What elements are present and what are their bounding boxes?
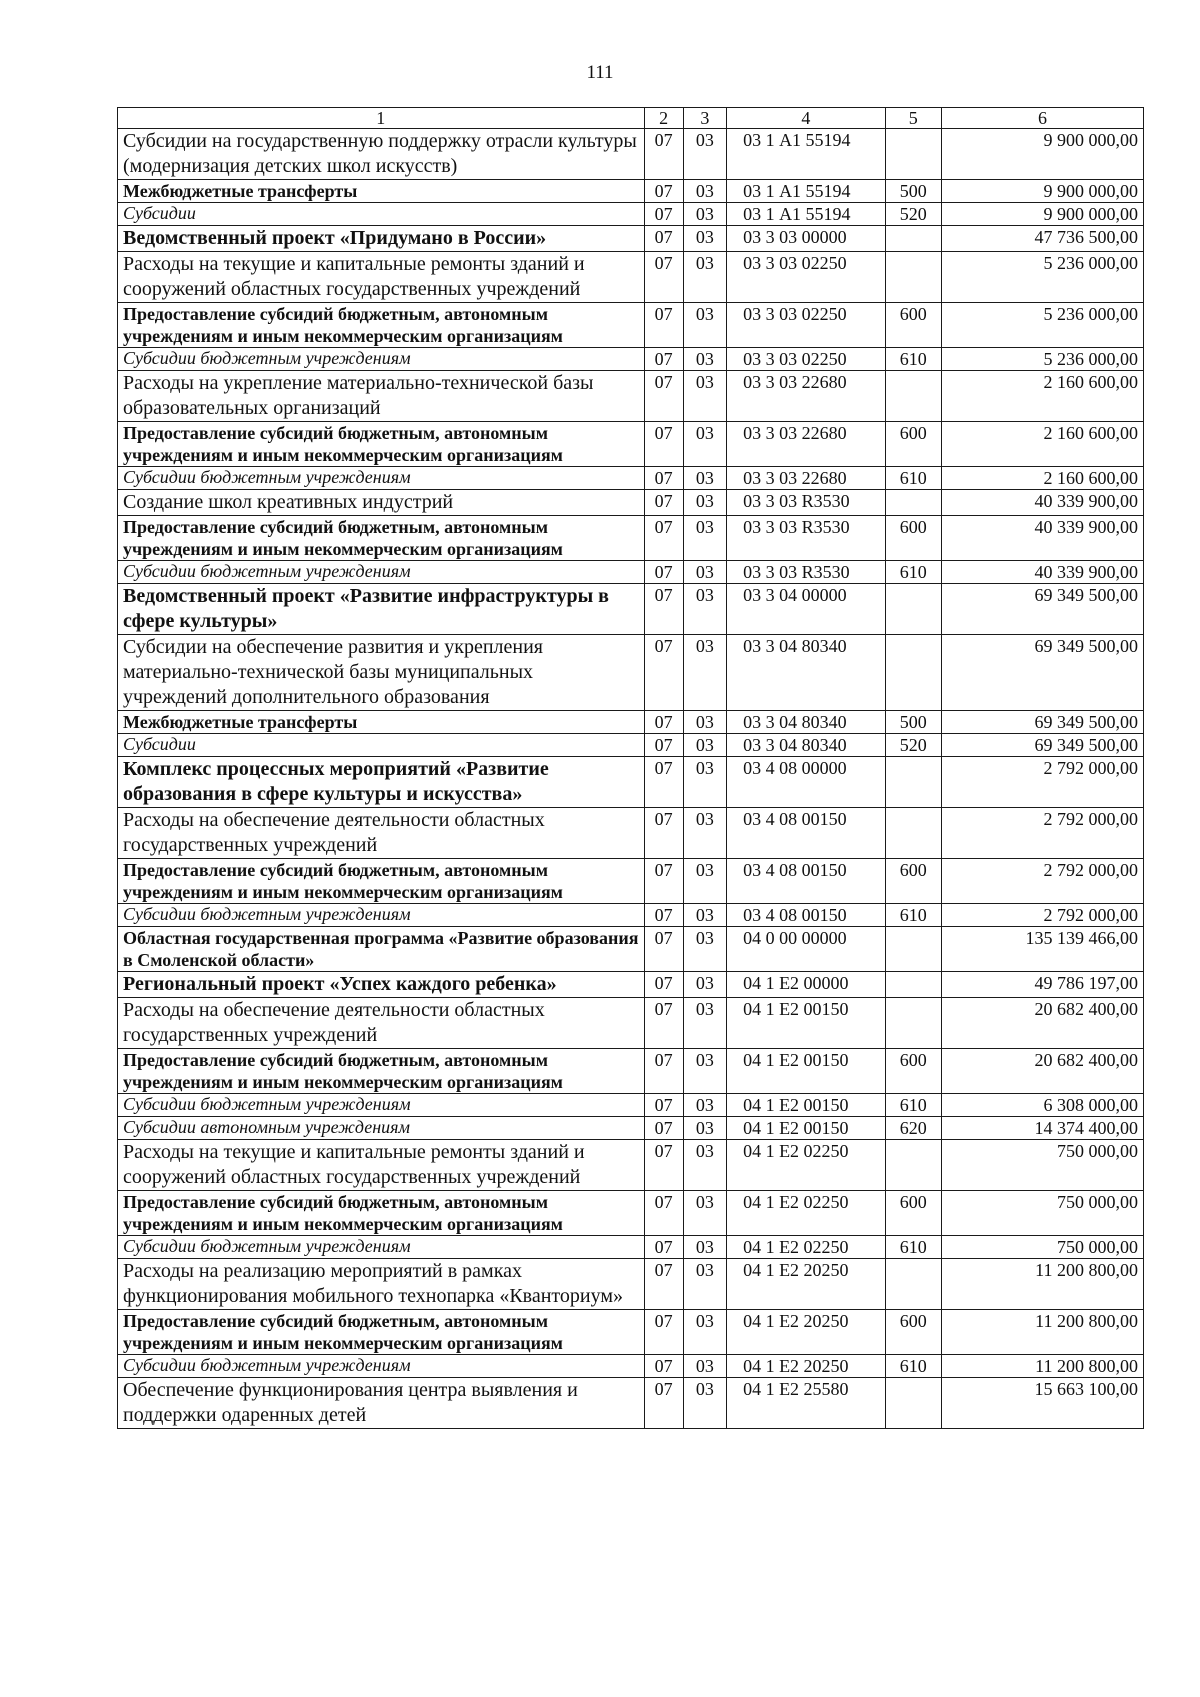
table-row: [118, 1355, 1144, 1378]
row-section-cell: 07: [644, 584, 683, 635]
row-amount-cell: 49 786 197,00: [942, 972, 1144, 998]
table-row: [118, 1117, 1144, 1140]
row-subsection-cell: 03: [683, 1049, 726, 1094]
row-amount-cell: 69 349 500,00: [942, 711, 1144, 734]
row-subsection-cell: 03: [683, 1094, 726, 1117]
row-subsection-cell: 03: [683, 757, 726, 808]
row-name-cell: Предоставление субсидий бюджетным, автономным учреждениям и иным некоммерческим организациям: [118, 1310, 645, 1355]
row-section-cell: 07: [644, 1310, 683, 1355]
row-name-cell: Субсидии: [118, 203, 645, 226]
row-subsection-cell: 03: [683, 859, 726, 904]
row-subsection-cell: 03: [683, 972, 726, 998]
table-row: [118, 734, 1144, 757]
row-target-code-cell: 04 1 Е2 25580: [727, 1378, 886, 1429]
row-subsection-cell: 03: [683, 348, 726, 371]
row-target-code-cell: 03 3 03 22680: [727, 371, 886, 422]
row-name-cell: Предоставление субсидий бюджетным, автономным учреждениям и иным некоммерческим организациям: [118, 859, 645, 904]
row-expense-type-cell: [885, 226, 941, 252]
row-target-code-cell: 04 0 00 00000: [727, 927, 886, 972]
row-section-cell: 07: [644, 490, 683, 516]
row-name-cell: Предоставление субсидий бюджетным, автономным учреждениям и иным некоммерческим организациям: [118, 1049, 645, 1094]
table-row: [118, 1310, 1144, 1355]
table-row: [118, 1049, 1144, 1094]
table-row: [118, 203, 1144, 226]
row-subsection-cell: 03: [683, 180, 726, 203]
row-amount-cell: 14 374 400,00: [942, 1117, 1144, 1140]
table-header-row: [118, 108, 1144, 129]
row-target-code-cell: 03 3 04 80340: [727, 734, 886, 757]
table-row: [118, 348, 1144, 371]
row-subsection-cell: 03: [683, 1355, 726, 1378]
row-subsection-cell: 03: [683, 303, 726, 348]
row-target-code-cell: 04 1 Е2 00000: [727, 972, 886, 998]
budget-table: [117, 107, 1144, 1429]
table-row: [118, 927, 1144, 972]
row-subsection-cell: 03: [683, 584, 726, 635]
row-subsection-cell: 03: [683, 467, 726, 490]
table-row: [118, 635, 1144, 711]
table-row: [118, 226, 1144, 252]
row-section-cell: 07: [644, 252, 683, 303]
row-name-cell: Областная государственная программа «Развитие образования в Смоленской области»: [118, 927, 645, 972]
row-subsection-cell: 03: [683, 1117, 726, 1140]
row-amount-cell: 750 000,00: [942, 1191, 1144, 1236]
row-target-code-cell: 04 1 Е2 02250: [727, 1140, 886, 1191]
row-name-cell: Создание школ креативных индустрий: [118, 490, 645, 516]
row-section-cell: 07: [644, 1094, 683, 1117]
row-name-cell: Субсидии бюджетным учреждениям: [118, 561, 645, 584]
table-row: [118, 859, 1144, 904]
row-amount-cell: 11 200 800,00: [942, 1310, 1144, 1355]
table-row: [118, 252, 1144, 303]
row-expense-type-cell: 500: [885, 180, 941, 203]
row-subsection-cell: 03: [683, 711, 726, 734]
row-target-code-cell: 04 1 Е2 00150: [727, 1117, 886, 1140]
row-target-code-cell: 03 3 03 R3530: [727, 490, 886, 516]
row-expense-type-cell: [885, 635, 941, 711]
row-target-code-cell: 03 3 03 02250: [727, 348, 886, 371]
row-section-cell: 07: [644, 1355, 683, 1378]
row-target-code-cell: 03 1 А1 55194: [727, 203, 886, 226]
row-expense-type-cell: [885, 808, 941, 859]
row-subsection-cell: 03: [683, 1140, 726, 1191]
row-amount-cell: 40 339 900,00: [942, 516, 1144, 561]
row-subsection-cell: 03: [683, 998, 726, 1049]
row-subsection-cell: 03: [683, 129, 726, 180]
row-target-code-cell: 03 1 А1 55194: [727, 129, 886, 180]
row-name-cell: Расходы на укрепление материально-технической базы образовательных организаций: [118, 371, 645, 422]
row-target-code-cell: 03 3 04 80340: [727, 635, 886, 711]
row-expense-type-cell: [885, 252, 941, 303]
row-name-cell: Субсидии бюджетным учреждениям: [118, 1236, 645, 1259]
row-amount-cell: 40 339 900,00: [942, 490, 1144, 516]
row-expense-type-cell: 610: [885, 904, 941, 927]
row-amount-cell: 2 792 000,00: [942, 757, 1144, 808]
row-amount-cell: 135 139 466,00: [942, 927, 1144, 972]
row-section-cell: 07: [644, 1259, 683, 1310]
row-name-cell: Субсидии бюджетным учреждениям: [118, 904, 645, 927]
row-subsection-cell: 03: [683, 808, 726, 859]
row-section-cell: 07: [644, 129, 683, 180]
row-expense-type-cell: [885, 129, 941, 180]
row-expense-type-cell: [885, 371, 941, 422]
row-target-code-cell: 03 3 03 02250: [727, 252, 886, 303]
row-section-cell: 07: [644, 348, 683, 371]
row-amount-cell: 15 663 100,00: [942, 1378, 1144, 1429]
row-subsection-cell: 03: [683, 734, 726, 757]
row-amount-cell: 2 160 600,00: [942, 371, 1144, 422]
row-name-cell: Межбюджетные трансферты: [118, 180, 645, 203]
row-section-cell: 07: [644, 561, 683, 584]
row-amount-cell: 69 349 500,00: [942, 584, 1144, 635]
row-amount-cell: 20 682 400,00: [942, 1049, 1144, 1094]
row-subsection-cell: 03: [683, 1378, 726, 1429]
row-amount-cell: 9 900 000,00: [942, 180, 1144, 203]
row-name-cell: Расходы на текущие и капитальные ремонты зданий и сооружений областных государственных учреждений: [118, 252, 645, 303]
row-expense-type-cell: [885, 972, 941, 998]
row-name-cell: Комплекс процессных мероприятий «Развитие образования в сфере культуры и искусства»: [118, 757, 645, 808]
header-col-4: 4: [727, 108, 886, 129]
row-target-code-cell: 04 1 Е2 20250: [727, 1259, 886, 1310]
row-section-cell: 07: [644, 972, 683, 998]
row-target-code-cell: 03 4 08 00150: [727, 859, 886, 904]
row-expense-type-cell: [885, 584, 941, 635]
row-name-cell: Субсидии: [118, 734, 645, 757]
row-section-cell: 07: [644, 1140, 683, 1191]
row-section-cell: 07: [644, 467, 683, 490]
row-amount-cell: 9 900 000,00: [942, 129, 1144, 180]
row-expense-type-cell: [885, 1140, 941, 1191]
row-section-cell: 07: [644, 757, 683, 808]
row-amount-cell: 9 900 000,00: [942, 203, 1144, 226]
row-amount-cell: 750 000,00: [942, 1140, 1144, 1191]
table-row: [118, 1236, 1144, 1259]
row-expense-type-cell: [885, 1259, 941, 1310]
table-row: [118, 998, 1144, 1049]
row-target-code-cell: 04 1 Е2 00150: [727, 1094, 886, 1117]
row-name-cell: Субсидии бюджетным учреждениям: [118, 1355, 645, 1378]
row-expense-type-cell: 600: [885, 422, 941, 467]
table-row: [118, 711, 1144, 734]
row-amount-cell: 5 236 000,00: [942, 348, 1144, 371]
row-section-cell: 07: [644, 180, 683, 203]
table-row: [118, 972, 1144, 998]
row-name-cell: Региональный проект «Успех каждого ребенка»: [118, 972, 645, 998]
row-name-cell: Расходы на обеспечение деятельности областных государственных учреждений: [118, 808, 645, 859]
row-target-code-cell: 04 1 Е2 00150: [727, 998, 886, 1049]
row-name-cell: Субсидии на государственную поддержку отрасли культуры (модернизация детских школ искусств): [118, 129, 645, 180]
row-section-cell: 07: [644, 1049, 683, 1094]
row-amount-cell: 2 792 000,00: [942, 859, 1144, 904]
row-name-cell: Предоставление субсидий бюджетным, автономным учреждениям и иным некоммерческим организациям: [118, 303, 645, 348]
table-row: [118, 808, 1144, 859]
row-subsection-cell: 03: [683, 252, 726, 303]
header-col-6: 6: [942, 108, 1144, 129]
row-subsection-cell: 03: [683, 904, 726, 927]
row-subsection-cell: 03: [683, 371, 726, 422]
row-target-code-cell: 03 3 03 22680: [727, 467, 886, 490]
row-section-cell: 07: [644, 711, 683, 734]
row-name-cell: Субсидии бюджетным учреждениям: [118, 467, 645, 490]
table-row: [118, 129, 1144, 180]
row-amount-cell: 20 682 400,00: [942, 998, 1144, 1049]
table-row: [118, 371, 1144, 422]
table-row: [118, 490, 1144, 516]
table-row: [118, 1094, 1144, 1117]
table-row: [118, 1191, 1144, 1236]
row-target-code-cell: 04 1 Е2 20250: [727, 1355, 886, 1378]
row-expense-type-cell: 520: [885, 203, 941, 226]
row-target-code-cell: 04 1 Е2 00150: [727, 1049, 886, 1094]
row-target-code-cell: 03 3 04 80340: [727, 711, 886, 734]
table-row: [118, 561, 1144, 584]
row-name-cell: Предоставление субсидий бюджетным, автономным учреждениям и иным некоммерческим организациям: [118, 516, 645, 561]
row-amount-cell: 2 792 000,00: [942, 904, 1144, 927]
row-subsection-cell: 03: [683, 1191, 726, 1236]
table-row: [118, 1259, 1144, 1310]
row-section-cell: 07: [644, 859, 683, 904]
row-target-code-cell: 03 3 04 00000: [727, 584, 886, 635]
row-section-cell: 07: [644, 303, 683, 348]
row-expense-type-cell: 600: [885, 516, 941, 561]
row-amount-cell: 47 736 500,00: [942, 226, 1144, 252]
row-expense-type-cell: 600: [885, 1310, 941, 1355]
row-section-cell: 07: [644, 1191, 683, 1236]
row-amount-cell: 11 200 800,00: [942, 1355, 1144, 1378]
row-name-cell: Ведомственный проект «Придумано в России»: [118, 226, 645, 252]
row-target-code-cell: 03 3 03 R3530: [727, 516, 886, 561]
row-section-cell: 07: [644, 422, 683, 467]
row-amount-cell: 69 349 500,00: [942, 734, 1144, 757]
row-name-cell: Предоставление субсидий бюджетным, автономным учреждениям и иным некоммерческим организациям: [118, 1191, 645, 1236]
table-row: [118, 1140, 1144, 1191]
row-section-cell: 07: [644, 808, 683, 859]
row-subsection-cell: 03: [683, 1236, 726, 1259]
table-row: [118, 584, 1144, 635]
row-section-cell: 07: [644, 927, 683, 972]
table-row: [118, 303, 1144, 348]
row-target-code-cell: 03 3 03 02250: [727, 303, 886, 348]
row-expense-type-cell: 600: [885, 859, 941, 904]
row-expense-type-cell: 610: [885, 1355, 941, 1378]
row-target-code-cell: 03 4 08 00000: [727, 757, 886, 808]
row-section-cell: 07: [644, 998, 683, 1049]
row-amount-cell: 11 200 800,00: [942, 1259, 1144, 1310]
row-section-cell: 07: [644, 1117, 683, 1140]
row-expense-type-cell: 610: [885, 561, 941, 584]
row-expense-type-cell: 610: [885, 348, 941, 371]
row-name-cell: Ведомственный проект «Развитие инфраструктуры в сфере культуры»: [118, 584, 645, 635]
row-name-cell: Обеспечение функционирования центра выявления и поддержки одаренных детей: [118, 1378, 645, 1429]
table-row: [118, 757, 1144, 808]
row-subsection-cell: 03: [683, 635, 726, 711]
row-name-cell: Субсидии бюджетным учреждениям: [118, 1094, 645, 1117]
row-amount-cell: 6 308 000,00: [942, 1094, 1144, 1117]
row-amount-cell: 5 236 000,00: [942, 303, 1144, 348]
row-amount-cell: 40 339 900,00: [942, 561, 1144, 584]
row-expense-type-cell: [885, 757, 941, 808]
row-subsection-cell: 03: [683, 927, 726, 972]
row-subsection-cell: 03: [683, 490, 726, 516]
row-target-code-cell: 04 1 Е2 20250: [727, 1310, 886, 1355]
header-col-1: 1: [118, 108, 645, 129]
row-expense-type-cell: 610: [885, 467, 941, 490]
row-name-cell: Субсидии автономным учреждениям: [118, 1117, 645, 1140]
row-section-cell: 07: [644, 203, 683, 226]
row-expense-type-cell: 620: [885, 1117, 941, 1140]
row-expense-type-cell: [885, 927, 941, 972]
table-row: [118, 904, 1144, 927]
row-section-cell: 07: [644, 516, 683, 561]
row-section-cell: 07: [644, 904, 683, 927]
row-expense-type-cell: 500: [885, 711, 941, 734]
row-name-cell: Предоставление субсидий бюджетным, автономным учреждениям и иным некоммерческим организациям: [118, 422, 645, 467]
row-subsection-cell: 03: [683, 226, 726, 252]
row-expense-type-cell: 610: [885, 1236, 941, 1259]
header-col-5: 5: [885, 108, 941, 129]
row-section-cell: 07: [644, 1236, 683, 1259]
row-subsection-cell: 03: [683, 203, 726, 226]
row-target-code-cell: 03 3 03 22680: [727, 422, 886, 467]
row-amount-cell: 2 792 000,00: [942, 808, 1144, 859]
row-expense-type-cell: 600: [885, 303, 941, 348]
row-expense-type-cell: 520: [885, 734, 941, 757]
row-amount-cell: 5 236 000,00: [942, 252, 1144, 303]
table-row: [118, 1378, 1144, 1429]
row-subsection-cell: 03: [683, 561, 726, 584]
table-row: [118, 467, 1144, 490]
row-target-code-cell: 03 3 03 00000: [727, 226, 886, 252]
table-row: [118, 422, 1144, 467]
row-target-code-cell: 03 4 08 00150: [727, 808, 886, 859]
row-subsection-cell: 03: [683, 422, 726, 467]
row-name-cell: Субсидии на обеспечение развития и укрепления материально-технической базы муниципальных учреждений дополнительного образования: [118, 635, 645, 711]
row-name-cell: Межбюджетные трансферты: [118, 711, 645, 734]
row-target-code-cell: 04 1 Е2 02250: [727, 1236, 886, 1259]
row-amount-cell: 69 349 500,00: [942, 635, 1144, 711]
row-section-cell: 07: [644, 371, 683, 422]
row-section-cell: 07: [644, 226, 683, 252]
row-target-code-cell: 04 1 Е2 02250: [727, 1191, 886, 1236]
row-amount-cell: 2 160 600,00: [942, 422, 1144, 467]
row-expense-type-cell: [885, 1378, 941, 1429]
row-section-cell: 07: [644, 734, 683, 757]
row-expense-type-cell: 600: [885, 1049, 941, 1094]
row-name-cell: Расходы на реализацию мероприятий в рамках функционирования мобильного технопарка «Кванториум»: [118, 1259, 645, 1310]
row-expense-type-cell: 610: [885, 1094, 941, 1117]
row-expense-type-cell: [885, 998, 941, 1049]
header-col-3: 3: [683, 108, 726, 129]
row-subsection-cell: 03: [683, 516, 726, 561]
header-col-2: 2: [644, 108, 683, 129]
row-target-code-cell: 03 1 А1 55194: [727, 180, 886, 203]
table-row: [118, 516, 1144, 561]
row-name-cell: Расходы на обеспечение деятельности областных государственных учреждений: [118, 998, 645, 1049]
row-subsection-cell: 03: [683, 1310, 726, 1355]
row-target-code-cell: 03 4 08 00150: [727, 904, 886, 927]
row-expense-type-cell: [885, 490, 941, 516]
row-name-cell: Расходы на текущие и капитальные ремонты зданий и сооружений областных государственных учреждений: [118, 1140, 645, 1191]
row-name-cell: Субсидии бюджетным учреждениям: [118, 348, 645, 371]
row-target-code-cell: 03 3 03 R3530: [727, 561, 886, 584]
row-section-cell: 07: [644, 1378, 683, 1429]
row-amount-cell: 2 160 600,00: [942, 467, 1144, 490]
table-row: [118, 180, 1144, 203]
page-number: 111: [586, 62, 614, 83]
row-amount-cell: 750 000,00: [942, 1236, 1144, 1259]
row-section-cell: 07: [644, 635, 683, 711]
row-expense-type-cell: 600: [885, 1191, 941, 1236]
row-subsection-cell: 03: [683, 1259, 726, 1310]
